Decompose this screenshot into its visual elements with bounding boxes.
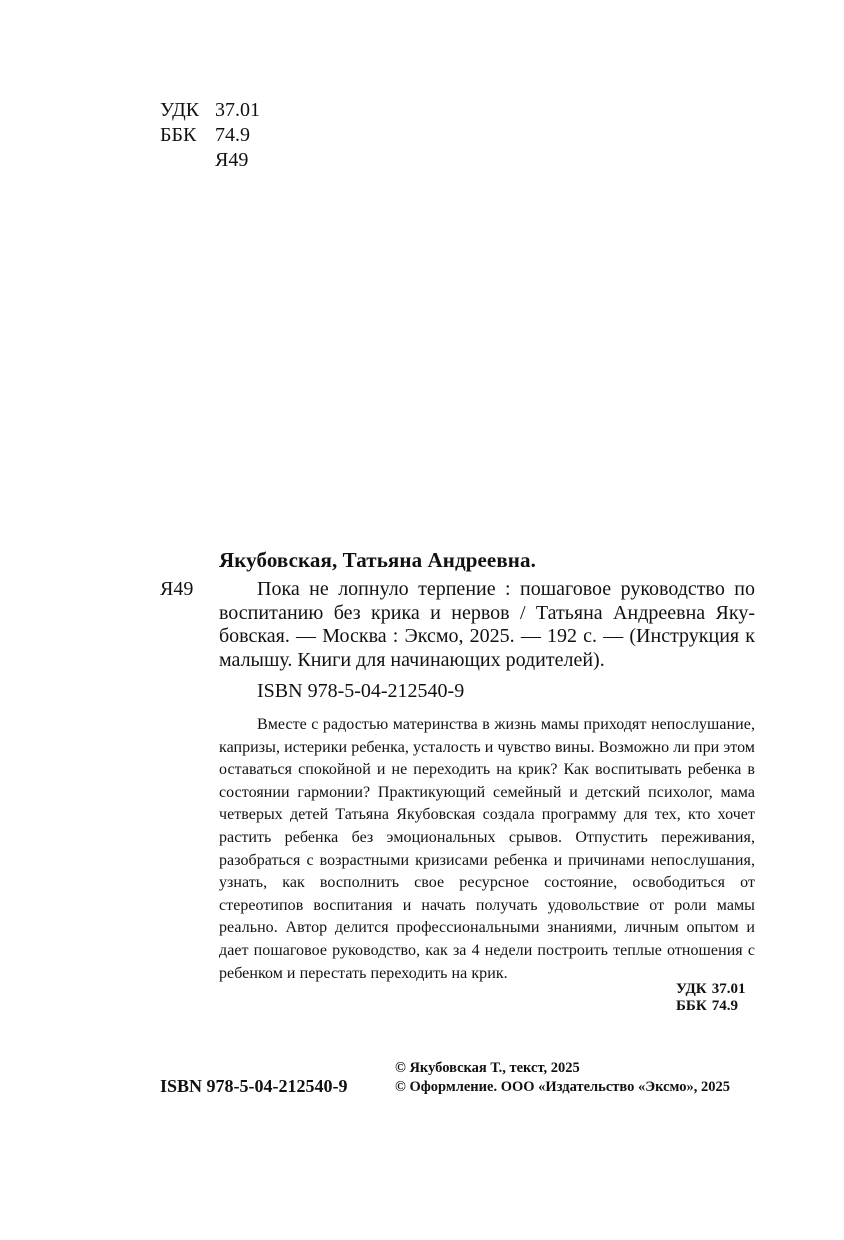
udk-row-small [676,981,745,998]
udk-value-small: 37.01 [711,981,746,997]
copyright-text-line: © Якубовская Т., текст, 2025 [395,1060,580,1076]
classification-codes-header [160,98,260,171]
bbk-label-small: ББК [676,998,707,1014]
record-author: Якубовская, Татьяна Андреевна. [219,548,536,572]
copyright-design-line: © Оформление. ООО «Издательство «Эксмо», 2025 [395,1079,730,1095]
bbk-label: ББК [160,124,197,146]
record-isbn: ISBN 978-5-04-212540-9 [257,680,465,702]
bbk-value-small: 74.9 [711,998,738,1014]
bbk-row-small [676,998,745,1015]
record-call-mark: Я49 [160,578,194,600]
bbk-row [160,123,250,148]
author-mark: Я49 [215,149,249,171]
footer-isbn: ISBN 978-5-04-212540-9 [160,1076,348,1096]
record-description: Пока не лопнуло терпение : пошаговое руководство по воспитанию без крика и нервов / Татьяна Андреевна Якубовская. — Москва : Эксмо, 2025. — 192 с. — (Инструкция к малышу. Книги для начинающих родителей). [219,578,755,671]
copyright-block [395,1059,730,1097]
udk-value: 37.01 [215,99,260,121]
udk-row [160,98,260,123]
classification-codes-footer [676,981,745,1015]
bbk-value: 74.9 [215,124,250,146]
udk-label-small: УДК [676,981,707,997]
udk-label: УДК [160,99,200,121]
record-annotation: Вместе с радостью материнства в жизнь мамы приходят непослушание, капризы, истерики ребенка, усталость и чувство вины. Возможно ли при этом оставаться спокойной и не переходить на крик? Как воспитывать ребенка в состоянии гармонии? Практикующий семейный и детский психолог, мама четверых детей Татьяна Якубовская создала программу для тех, кто хочет растить ребенка без эмоциональных срывов. Отпустить переживания, разобраться с возрастными кризисами ребенка и причинами непослушания, узнать, как восполнить свое ресурсное состояние, освободиться от стереотипов воспитания и начать получать удовольствие от роли мамы реально. Автор делится профессиональными знаниями, личным опытом и дает пошаговое руководство, как за 4 недели построить теплые отношения с ребенком и перестать переходить на крик. [219,716,755,982]
